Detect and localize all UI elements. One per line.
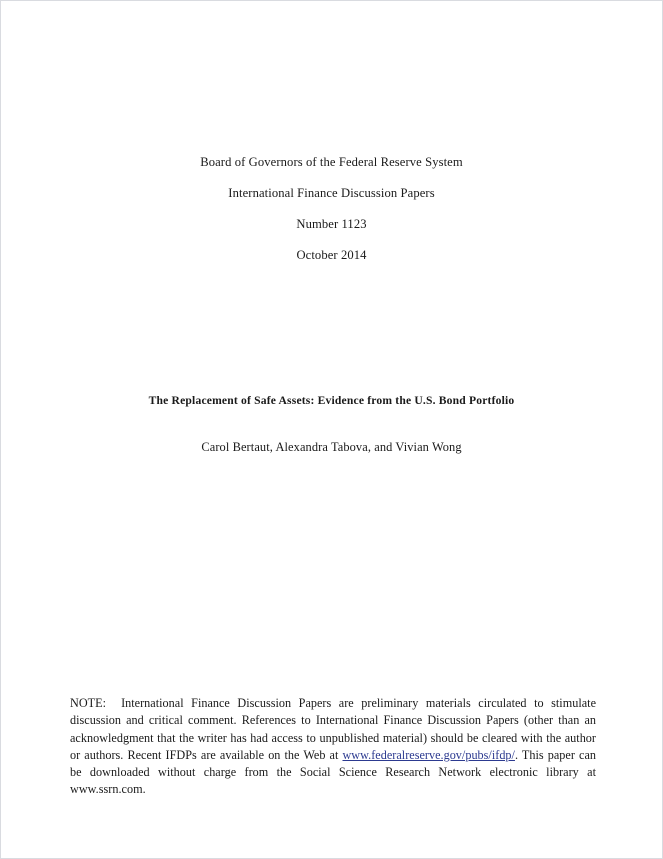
author-list: Carol Bertaut, Alexandra Tabova, and Vivian Wong xyxy=(201,440,462,454)
note-label: NOTE: xyxy=(70,696,106,711)
page-title: The Replacement of Safe Assets: Evidence from the U.S. Bond Portfolio xyxy=(148,394,515,407)
masthead-number: Number 1123 xyxy=(296,217,367,231)
note-paragraph xyxy=(70,695,596,798)
masthead-date: October 2014 xyxy=(296,248,367,262)
federalreserve-ifdp-link[interactable]: www.federalreserve.gov/pubs/ifdp/ xyxy=(342,747,515,762)
masthead-series: International Finance Discussion Papers xyxy=(228,186,435,200)
note-label-gap xyxy=(106,696,121,710)
masthead xyxy=(1,147,662,271)
authors-block xyxy=(1,439,662,455)
note-body-after-link: . This paper can be downloaded without charge from the Social Science Research Network electronic library at www.ssrn.com. xyxy=(70,747,596,797)
note-body-before-link: International Finance Discussion Papers are preliminary materials circulated to stimulate discussion and critical comment. References to International Finance Discussion Papers (other than an acknowledgment that the writer has had access to unpublished material) should be cleared with the author or authors. Recent IFDPs are available on the Web at xyxy=(70,696,596,762)
masthead-issuer: Board of Governors of the Federal Reserve System xyxy=(200,155,463,169)
title-block xyxy=(1,393,662,408)
